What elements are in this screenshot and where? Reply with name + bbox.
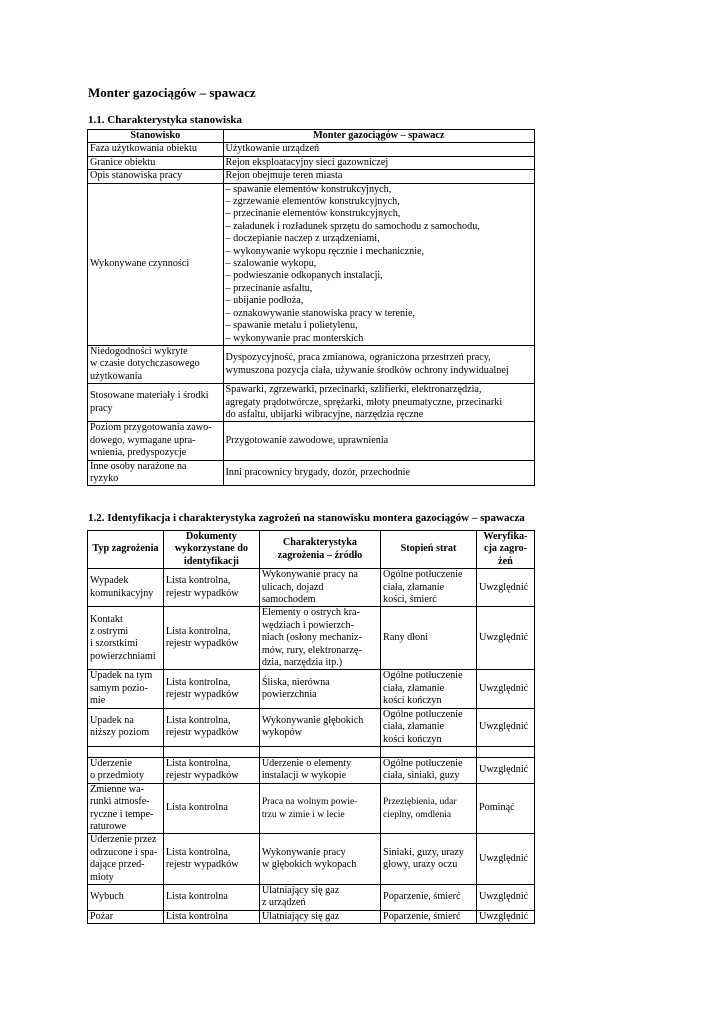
row-value: Przygotowanie zawodowe, uprawnienia bbox=[223, 422, 534, 460]
hazard-loss: Poparzenie, śmierć bbox=[381, 910, 477, 923]
hazard-verification: Uwzględnić bbox=[476, 670, 534, 708]
row-value: Spawarki, zgrzewarki, przecinarki, szlifierki, elektronarzędzia, agregaty prądotwórcze, sprężarki, młoty pneumatyczne, przecinarki do asfaltu, ubijarki wibracyjne, narzędzia ręczne bbox=[223, 384, 534, 422]
hazard-source: Elementy o ostrych kra- wędziach i powierzch- niach (osłony mechaniz- mów, rury, elektronarzę- dzia, narzędzia itp.) bbox=[259, 607, 380, 670]
table-row bbox=[88, 884, 535, 910]
table-row bbox=[88, 670, 535, 708]
hazard-loss: Poparzenie, śmierć bbox=[381, 884, 477, 910]
hazard-verification: Uwzględnić bbox=[476, 757, 534, 783]
header-cell: Stopień strat bbox=[381, 531, 477, 569]
hazard-type: Pożar bbox=[88, 910, 164, 923]
hazard-type: Uderzenie o przedmioty bbox=[88, 757, 164, 783]
table-row bbox=[88, 345, 535, 383]
table-row bbox=[88, 783, 535, 834]
row-value: Rejon eksploatacyjny sieci gazowniczej bbox=[223, 156, 534, 169]
hazard-verification: Uwzględnić bbox=[476, 884, 534, 910]
hazard-documents: Lista kontrolna, rejestr wypadków bbox=[163, 569, 259, 607]
empty-cell bbox=[88, 746, 164, 757]
row-label: Inne osoby narażone na ryzyko bbox=[88, 460, 224, 486]
hazard-documents: Lista kontrolna, rejestr wypadków bbox=[163, 670, 259, 708]
hazard-documents: Lista kontrolna, rejestr wypadków bbox=[163, 607, 259, 670]
table-row bbox=[88, 460, 535, 486]
table-row bbox=[88, 569, 535, 607]
table-row bbox=[88, 384, 535, 422]
table-header-row bbox=[88, 531, 535, 569]
workstation-characteristics-table bbox=[87, 129, 535, 486]
hazard-loss: Przeziębienia, udar cieplny, omdlenia bbox=[381, 783, 477, 834]
hazard-loss: Siniaki, guzy, urazy głowy, urazy oczu bbox=[381, 834, 477, 885]
hazard-verification: Uwzględnić bbox=[476, 910, 534, 923]
row-label: Niedogodności wykryte w czasie dotychczasowego użytkowania bbox=[88, 345, 224, 383]
table-row bbox=[88, 156, 535, 169]
row-label: Faza użytkowania obiektu bbox=[88, 143, 224, 156]
header-cell: Weryfika- cja zagro- żeń bbox=[476, 531, 534, 569]
document-title: Monter gazociągów – spawacz bbox=[88, 85, 256, 100]
hazard-identification-table bbox=[87, 530, 535, 924]
hazard-documents: Lista kontrolna, rejestr wypadków bbox=[163, 757, 259, 783]
hazard-source: Ulatniający się gaz z urządzeń bbox=[259, 884, 380, 910]
row-label: Wykonywane czynności bbox=[88, 183, 224, 345]
table-row bbox=[88, 143, 535, 156]
row-value: Dyspozycyjność, praca zmianowa, ograniczona przestrzeń pracy, wymuszona pozycja ciała, używanie środków ochrony indywidualnej bbox=[223, 345, 534, 383]
hazard-documents: Lista kontrolna, rejestr wypadków bbox=[163, 834, 259, 885]
hazard-source: Uderzenie o elementy instalacji w wykopie bbox=[259, 757, 380, 783]
hazard-verification: Uwzględnić bbox=[476, 708, 534, 746]
table-spacer-row bbox=[88, 746, 535, 757]
hazard-type: Upadek na niższy poziom bbox=[88, 708, 164, 746]
table-row bbox=[88, 183, 535, 345]
table-row bbox=[88, 708, 535, 746]
row-label: Stosowane materiały i środki pracy bbox=[88, 384, 224, 422]
row-label: Opis stanowiska pracy bbox=[88, 170, 224, 183]
row-value: – spawanie elementów konstrukcyjnych, – zgrzewanie elementów konstrukcyjnych, – przecinanie elementów konstrukcyjnych, – załadunek i rozładunek sprzętu do samochodu z samochodu, – doczepianie naczep z urządzeniami, – wykonywanie wykopu ręcznie i mechanicznie, – szalowanie wykopu, – podwieszanie odkopanych instalacji, – przecinanie asfaltu, – ubijanie podłoża, – oznakowywanie stanowiska pracy w terenie, – spawanie metalu i polietylenu, – wykonywanie prac monterskich bbox=[223, 183, 534, 345]
header-cell: Typ zagrożenia bbox=[88, 531, 164, 569]
empty-cell bbox=[163, 746, 259, 757]
hazard-source: Ulatniający się gaz bbox=[259, 910, 380, 923]
table-row bbox=[88, 910, 535, 923]
table-row bbox=[88, 757, 535, 783]
row-value: Rejon obejmuje teren miasta bbox=[223, 170, 534, 183]
hazard-loss: Ogólne potłuczenie ciała, siniaki, guzy bbox=[381, 757, 477, 783]
hazard-source: Praca na wolnym powie- trzu w zimie i w lecie bbox=[259, 783, 380, 834]
table-row bbox=[88, 170, 535, 183]
section-1-heading: 1.1. Charakterystyka stanowiska bbox=[88, 114, 243, 126]
hazard-type: Uderzenie przez odrzucone i spa- dające przed- mioty bbox=[88, 834, 164, 885]
header-cell: Monter gazociągów – spawacz bbox=[223, 130, 534, 143]
header-cell: Charakterystyka zagrożenia – źródło bbox=[259, 531, 380, 569]
hazard-type: Kontakt z ostrymi i szorstkimi powierzchniami bbox=[88, 607, 164, 670]
empty-cell bbox=[259, 746, 380, 757]
row-value: Inni pracownicy brygady, dozór, przechodnie bbox=[223, 460, 534, 486]
table-header-row bbox=[88, 130, 535, 143]
hazard-source: Wykonywanie pracy w głębokich wykopach bbox=[259, 834, 380, 885]
hazard-type: Wybuch bbox=[88, 884, 164, 910]
row-value: Użytkowanie urządzeń bbox=[223, 143, 534, 156]
hazard-source: Wykonywanie pracy na ulicach, dojazd samochodem bbox=[259, 569, 380, 607]
table-row bbox=[88, 422, 535, 460]
empty-cell bbox=[476, 746, 534, 757]
hazard-type: Upadek na tym samym pozio- mie bbox=[88, 670, 164, 708]
empty-cell bbox=[381, 746, 477, 757]
hazard-verification: Uwzględnić bbox=[476, 569, 534, 607]
hazard-source: Śliska, nierówna powierzchnia bbox=[259, 670, 380, 708]
hazard-documents: Lista kontrolna, rejestr wypadków bbox=[163, 708, 259, 746]
hazard-documents: Lista kontrolna bbox=[163, 783, 259, 834]
hazard-source: Wykonywanie głębokich wykopów bbox=[259, 708, 380, 746]
row-label: Poziom przygotowania zawo- dowego, wymagane upra- wnienia, predyspozycje bbox=[88, 422, 224, 460]
header-cell: Stanowisko bbox=[88, 130, 224, 143]
header-cell: Dokumenty wykorzystane do identyfikacji bbox=[163, 531, 259, 569]
hazard-loss: Ogólne potłuczenie ciała, złamanie kości, śmierć bbox=[381, 569, 477, 607]
hazard-documents: Lista kontrolna bbox=[163, 884, 259, 910]
hazard-verification: Pominąć bbox=[476, 783, 534, 834]
hazard-loss: Ogólne potłuczenie ciała, złamanie kości kończyn bbox=[381, 670, 477, 708]
hazard-verification: Uwzględnić bbox=[476, 834, 534, 885]
table-row bbox=[88, 607, 535, 670]
hazard-type: Zmienne wa- runki atmosfe- ryczne i tempe- raturowe bbox=[88, 783, 164, 834]
hazard-loss: Ogólne potłuczenie ciała, złamanie kości kończyn bbox=[381, 708, 477, 746]
hazard-verification: Uwzględnić bbox=[476, 607, 534, 670]
hazard-loss: Rany dłoni bbox=[381, 607, 477, 670]
hazard-documents: Lista kontrolna bbox=[163, 910, 259, 923]
hazard-type: Wypadek komunikacyjny bbox=[88, 569, 164, 607]
section-2-heading: 1.2. Identyfikacja i charakterystyka zagrożeń na stanowisku montera gazociągów – spawacza bbox=[88, 512, 525, 524]
row-label: Granice obiektu bbox=[88, 156, 224, 169]
table-row bbox=[88, 834, 535, 885]
